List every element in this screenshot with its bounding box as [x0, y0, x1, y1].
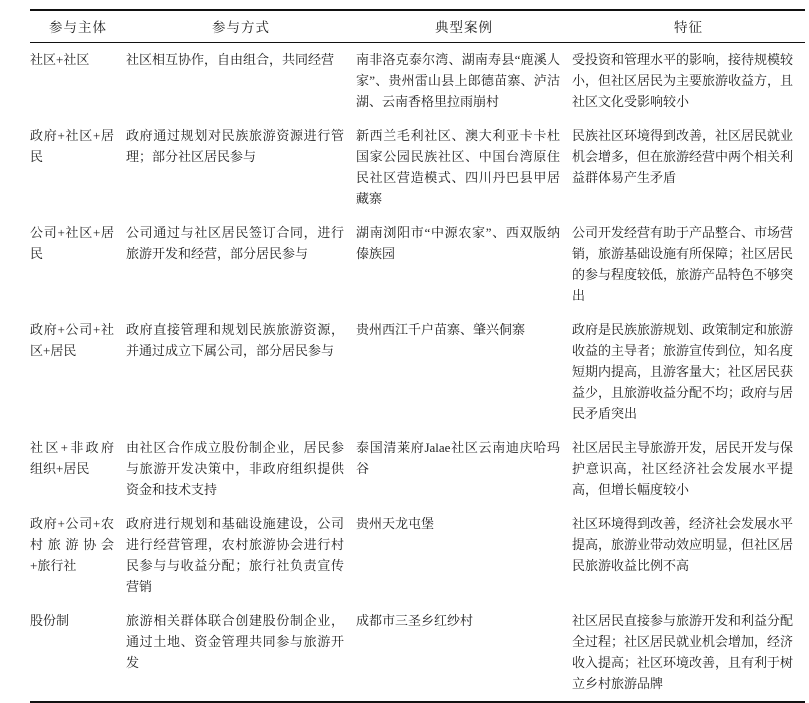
cell-method: 政府通过规划对民族旅游资源进行管理；部分社区居民参与	[126, 128, 344, 164]
table-row	[30, 43, 805, 120]
table-row	[30, 507, 805, 604]
table-row	[30, 119, 805, 216]
cell-participant: 政府+公司+社区+居民	[30, 322, 114, 358]
cell-case: 贵州西江千户苗寨、肇兴侗寨	[356, 322, 526, 337]
cell-method: 社区相互协作，自由组合，共同经营	[126, 52, 335, 67]
cell-participant: 政府+社区+居民	[30, 128, 114, 164]
participation-modes-table	[30, 9, 805, 703]
cell-case: 湖南浏阳市“中源农家”、西双版纳傣族园	[356, 225, 560, 261]
cell-case: 贵州天龙屯堡	[356, 516, 435, 531]
cell-case: 新西兰毛利社区、澳大利亚卡卡杜国家公园民族社区、中国台湾原住民社区营造模式、四川丹巴县甲居藏寨	[356, 128, 560, 206]
cell-method: 政府直接管理和规划民族旅游资源，并通过成立下属公司，部分居民参与	[126, 322, 344, 358]
header-method: 参与方式	[126, 10, 356, 43]
cell-feature: 社区居民直接参与旅游开发和利益分配全过程；社区居民就业机会增加，经济收入提高；社区环境改善，且有利于树立乡村旅游品牌	[572, 613, 794, 691]
table-row	[30, 216, 805, 313]
header-participant: 参与主体	[30, 10, 126, 43]
cell-method: 政府进行规划和基础设施建设，公司进行经营管理，农村旅游协会进行村民参与与收益分配；旅行社负责宣传营销	[126, 516, 344, 594]
cell-case: 成都市三圣乡红纱村	[356, 613, 474, 628]
cell-method: 公司通过与社区居民签订合同，进行旅游开发和经营，部分居民参与	[126, 225, 344, 261]
table-row	[30, 604, 805, 702]
header-feature: 特征	[572, 10, 805, 43]
table-header-row	[30, 10, 805, 43]
cell-participant: 社区+社区	[30, 52, 90, 67]
table-row	[30, 313, 805, 431]
cell-participant: 股份制	[30, 613, 70, 628]
cell-feature: 公司开发经营有助于产品整合、市场营销，旅游基础设施有所保障；社区居民的参与程度较低，旅游产品特色不够突出	[572, 225, 794, 303]
cell-method: 由社区合作成立股份制企业，居民参与旅游开发决策中，非政府组织提供资金和技术支持	[126, 440, 344, 497]
cell-case: 南非洛克泰尔湾、湖南寿县“鹿溪人家”、贵州雷山县上郎德苗寨、泸沽湖、云南香格里拉雨崩村	[356, 52, 560, 109]
cell-participant: 社区+非政府组织+居民	[30, 440, 114, 476]
table-row	[30, 431, 805, 507]
cell-feature: 社区环境得到改善，经济社会发展水平提高，旅游业带动效应明显，但社区居民旅游收益比例不高	[572, 516, 794, 573]
cell-participant: 公司+社区+居民	[30, 225, 114, 261]
cell-feature: 社区居民主导旅游开发，居民开发与保护意识高，社区经济社会发展水平提高，但增长幅度较小	[572, 440, 794, 497]
header-case: 典型案例	[356, 10, 572, 43]
cell-participant: 政府+公司+农村旅游协会+旅行社	[30, 516, 114, 573]
cell-method: 旅游相关群体联合创建股份制企业，通过土地、资金管理共同参与旅游开发	[126, 613, 344, 670]
cell-feature: 受投资和管理水平的影响，接待规模较小，但社区居民为主要旅游收益方，且社区文化受影响较小	[572, 52, 794, 109]
cell-feature: 政府是民族旅游规划、政策制定和旅游收益的主导者；旅游宣传到位，知名度短期内提高，且游客量大；社区居民获益少，且旅游收益分配不均；政府与居民矛盾突出	[572, 322, 794, 421]
cell-feature: 民族社区环境得到改善，社区居民就业机会增多，但在旅游经营中两个相关利益群体易产生矛盾	[572, 128, 794, 185]
cell-case: 泰国清莱府Jalae社区云南迪庆哈玛谷	[356, 440, 560, 476]
